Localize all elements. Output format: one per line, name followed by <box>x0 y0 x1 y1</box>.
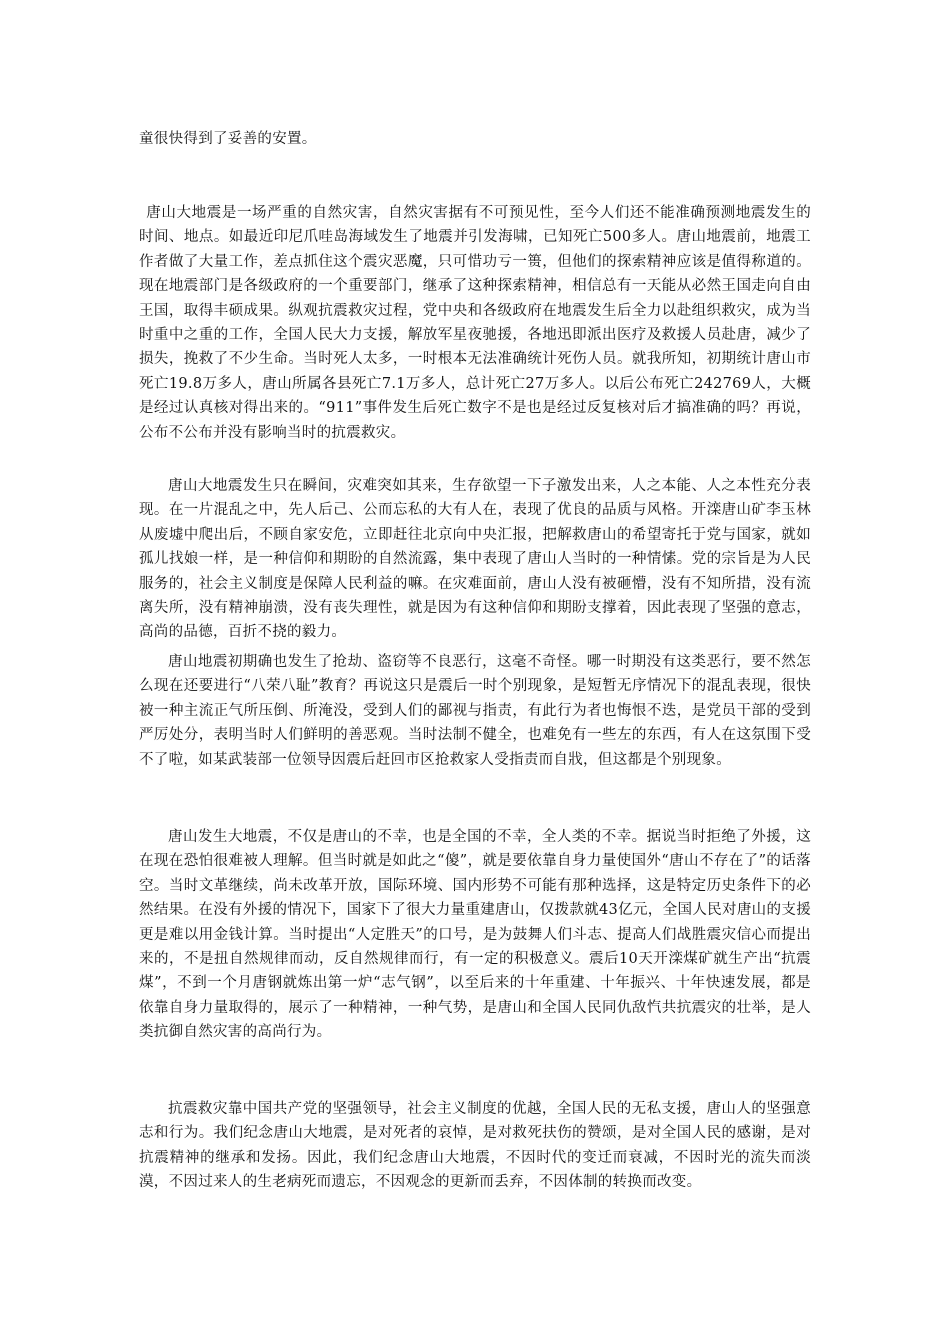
continued-line <box>139 127 811 151</box>
paragraph-2: 唐山大地震发生只在瞬间，灾难突如其来，生存欲望一下子激发出来，人之本能、人之本性充分表现。在一片混乱之中，先人后己、公而忘私的大有人在，表现了优良的品质与风格。开滦唐山矿李玉林从废墟中爬出后，不顾自家安危，立即赶往北京向中央汇报，把解救唐山的希望寄托于党与国家，就如孤儿找娘一样，是一种信仰和期盼的自然流露，集中表现了唐山人当时的一种情愫。党的宗旨是为人民服务的，社会主义制度是保障人民利益的嘛。在灾难面前，唐山人没有被砸懵，没有不知所措，没有流离失所，没有精神崩溃，没有丧失理性，就是因为有这种信仰和期盼支撑着，因此表现了坚强的意志，高尚的品德，百折不挠的毅力。 <box>139 478 811 641</box>
paragraph-1: 唐山大地震是一场严重的自然灾害，自然灾害据有不可预见性，至今人们还不能准确预测地震发生的时间、地点。如最近印尼爪哇岛海域发生了地震并引发海啸，已知死亡500多人。唐山地震前，地震工作者做了大量工作，差点抓住这个震灾恶魔，只可惜功亏一篑，但他们的探索精神应该是值得称道的。现在地震部门是各级政府的一个重要部门，继承了这种探索精神，相信总有一天能从必然王国走向自由王国，取得丰硕成果。纵观抗震救灾过程，党中央和各级政府在地震发生后全力以赴组织救灾，成为当时重中之重的工作，全国人民大力支援，解放军星夜驰援，各地迅即派出医疗及救援人员赴唐，减少了损失，挽救了不少生命。当时死人太多，一时根本无法准确统计死伤人员。就我所知，初期统计唐山市死亡19.8万多人，唐山所属各县死亡7.1万多人，总计死亡27万多人。以后公布死亡242769人，大概是经过认真核对得出来的。“911”事件发生后死亡数字不是也是经过反复核对后才搞准确的吗？再说，公布不公布并没有影响当时的抗震救灾。 <box>139 205 811 441</box>
paragraph-4: 唐山发生大地震，不仅是唐山的不幸，也是全国的不幸，全人类的不幸。据说当时拒绝了外援，这在现在恐怕很难被人理解。但当时就是如此之“傻”，就是要依靠自身力量使国外“唐山不存在了”的话落空。当时文革继续，尚未改革开放，国际环境、国内形势不可能有那种选择，这是特定历史条件下的必然结果。在没有外援的情况下，国家下了很大力量重建唐山，仅拨款就43亿元，全国人民对唐山的支援更是难以用金钱计算。当时提出“人定胜天”的口号，是为鼓舞人们斗志、提高人们战胜震灾信心而提出来的，不是扭自然规律而动，反自然规律而行，有一定的积极意义。震后10天开滦煤矿就生产出“抗震煤”，不到一个月唐钢就炼出第一炉“志气钢”，以至后来的十年重建、十年振兴、十年快速发展，都是依靠自身力量取得的，展示了一种精神，一种气势，是唐山和全国人民同仇敌忾共抗震灾的壮举，是人类抗御自然灾害的高尚行为。 <box>139 829 811 1041</box>
paragraph-4-block <box>139 825 811 1045</box>
paragraph-fragment: 童很快得到了妥善的安置。 <box>139 131 317 147</box>
paragraph-3-block <box>139 650 811 772</box>
paragraph-5: 抗震救灾靠中国共产党的坚强领导，社会主义制度的优越，全国人民的无私支援，唐山人的坚强意志和行为。我们纪念唐山大地震，是对死者的哀悼，是对救死扶伤的赞颂，是对全国人民的感谢，是对抗震精神的继承和发扬。因此，我们纪念唐山大地震，不因时代的变迁而衰减，不因时光的流失而淡漠，不因过来人的生老病死而遗忘，不因观念的更新而丢弃，不因体制的转换而改变。 <box>139 1101 811 1191</box>
paragraph-5-block <box>139 1097 811 1195</box>
paragraph-2-block <box>139 474 811 645</box>
paragraph-1-block <box>139 201 811 445</box>
paragraph-3: 唐山地震初期确也发生了抢劫、盗窃等不良恶行，这毫不奇怪。哪一时期没有这类恶行，要不然怎么现在还要进行“八荣八耻”教育？再说这只是震后一时个别现象，是短暂无序情况下的混乱表现，很快被一种主流正气所压倒、所淹没，受到人们的鄙视与指责，有此行为者也悔恨不迭，是党员干部的受到严厉处分，表明当时人们鲜明的善恶观。当时法制不健全，也难免有一些左的东西，有人在这氛围下受不了啦，如某武装部一位领导因震后赶回市区抢救家人受指责而自戕，但这都是个别现象。 <box>139 654 811 768</box>
